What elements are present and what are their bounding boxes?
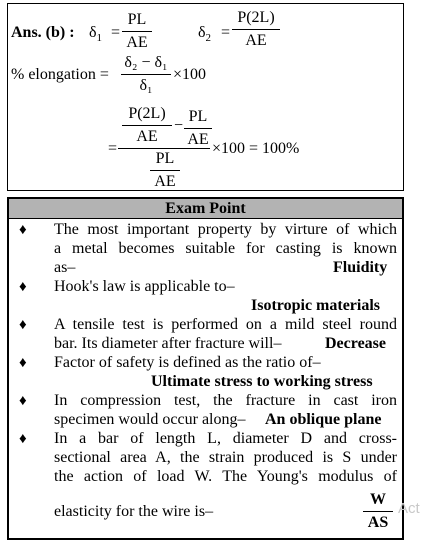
item-text-line: as– bbox=[54, 259, 76, 276]
diamond-bullet-icon: ♦ bbox=[19, 393, 27, 409]
item-answer: Ultimate stress to working stress bbox=[151, 373, 373, 390]
item-text-line: elasticity for the wire is– bbox=[54, 503, 214, 520]
delta1-symbol: $\delta_1$ bbox=[89, 24, 103, 45]
delta1-fraction: $\frac{PL}{AE}$ bbox=[122, 11, 152, 52]
item-text-line: In a bar of length L, diameter D and cross- bbox=[54, 430, 397, 447]
answer-label: Ans. (b) : bbox=[11, 24, 75, 41]
item-answer-fraction: $\frac{W}{AS}$ bbox=[363, 491, 393, 532]
result-text: ×100 = 100% bbox=[212, 140, 300, 157]
diamond-bullet-icon: ♦ bbox=[19, 222, 27, 238]
item-text-line: specimen would occur along– bbox=[54, 411, 246, 428]
delta2-fraction: $\frac{P(2L)}{AE}$ bbox=[232, 9, 280, 50]
item-answer: Fluidity bbox=[333, 259, 388, 276]
equals-sign: = bbox=[108, 140, 118, 157]
diamond-bullet-icon: ♦ bbox=[19, 279, 27, 295]
watermark: Act bbox=[398, 500, 420, 517]
exam-point-box bbox=[7, 197, 404, 540]
denominator-fraction-pl: $\frac{PL}{AE}$ bbox=[150, 150, 180, 191]
item-text-line: Factor of safety is defined as the ratio of– bbox=[54, 354, 321, 371]
diamond-bullet-icon: ♦ bbox=[19, 431, 27, 447]
exam-point-title: Exam Point bbox=[9, 199, 402, 219]
diamond-bullet-icon: ♦ bbox=[19, 355, 27, 371]
item-text-line: the action of load W. The Young's modulus of bbox=[54, 468, 397, 485]
elongation-label: % elongation = bbox=[11, 66, 109, 83]
item-text-line: Hook's law is applicable to– bbox=[54, 278, 235, 295]
item-answer: An oblique plane bbox=[265, 411, 382, 428]
inner-fraction-pl: $\frac{PL}{AE}$ bbox=[184, 108, 212, 149]
item-text-line: a metal becomes suitable for casting is known bbox=[54, 240, 397, 257]
inner-fraction-p2l: $\frac{P(2L)}{AE}$ bbox=[122, 105, 172, 146]
equals-sign: = bbox=[111, 24, 121, 41]
item-text-line: A tensile test is performed on a mild steel round bbox=[54, 316, 397, 333]
item-text-line: bar. Its diameter after fracture will– bbox=[54, 335, 282, 352]
diamond-bullet-icon: ♦ bbox=[19, 317, 27, 333]
equals-sign: = bbox=[221, 24, 231, 41]
item-text-line: The most important property by virture of which bbox=[54, 221, 397, 238]
delta2-symbol: $\delta_2$ bbox=[198, 24, 212, 45]
item-answer: Isotropic materials bbox=[251, 297, 381, 314]
item-answer: Decrease bbox=[325, 335, 386, 352]
times-hundred: ×100 bbox=[173, 66, 207, 83]
elongation-fraction: $\frac{\text{δ₂ − δ₁}}{\text{δ₁}}$ bbox=[121, 54, 171, 95]
item-text-line: In compression test, the fracture in cast iron bbox=[54, 392, 397, 409]
item-text-line: sectional area A, the strain produced is S under bbox=[54, 449, 397, 466]
answer-box bbox=[7, 3, 404, 191]
minus-sign: − bbox=[174, 117, 184, 134]
